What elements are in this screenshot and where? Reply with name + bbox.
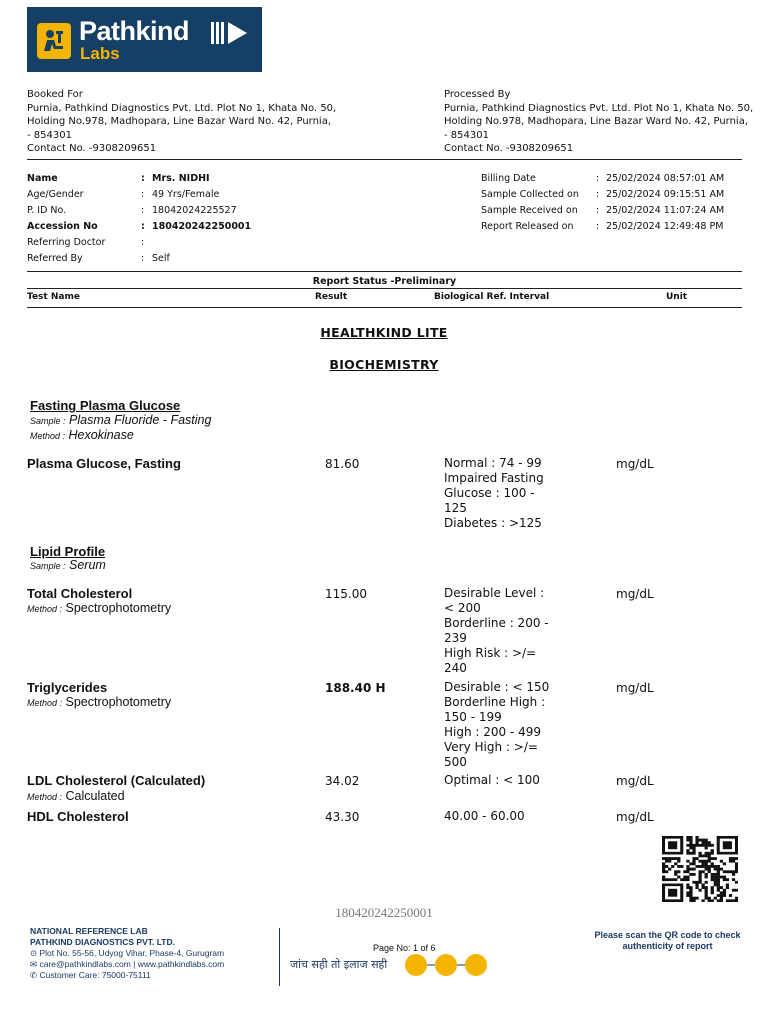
footer-address: Plot No. 55-56, Udyog Vihar, Phase-4, Gurugram <box>39 948 225 958</box>
ref-interval-hdl: 40.00 - 60.00 <box>444 809 525 823</box>
test-name-total-cholesterol: Total Cholesterol <box>27 586 133 601</box>
patient-value: Self <box>152 253 170 264</box>
method-info <box>27 695 171 709</box>
ref-line: Desirable Level : <box>444 586 545 600</box>
separator: : <box>596 205 600 216</box>
test-name-hdl: HDL Cholesterol <box>27 809 129 824</box>
processed-by-line: - 854301 <box>444 129 489 141</box>
footer-lab-name: NATIONAL REFERENCE LAB <box>30 926 148 936</box>
divider <box>27 307 742 308</box>
booked-for-line: Contact No. -9308209651 <box>27 143 157 154</box>
location-pin-icon: ⊙ <box>30 948 38 958</box>
method-label: Method : <box>27 698 63 708</box>
ref-line: Diabetes : >125 <box>444 516 542 530</box>
test-unit-total-cholesterol: mg/dL <box>616 587 654 601</box>
method-value: Spectrophotometry <box>65 695 172 709</box>
ref-line: Desirable : < 150 <box>444 680 550 694</box>
patient-value: 180420242250001 <box>152 221 252 232</box>
patient-value: Mrs. NIDHI <box>152 173 210 184</box>
lab-technician-icon <box>37 23 71 59</box>
footer-lab-info <box>30 926 224 981</box>
ref-interval-ldl: Optimal : < 100 <box>444 773 540 787</box>
footer-contact[interactable]: care@pathkindlabs.com | www.pathkindlabs.com <box>39 959 225 969</box>
test-result-ldl: 34.02 <box>325 774 360 788</box>
separator: : <box>596 189 600 200</box>
booked-for-block <box>27 88 337 156</box>
patient-label: Age/Gender <box>27 189 84 200</box>
logo-bars-arrow-icon <box>211 21 251 45</box>
ref-line: < 200 <box>444 601 481 615</box>
footer-tagline: जांच सही तो इलाज सही <box>290 958 388 971</box>
separator: : <box>141 237 145 248</box>
group-title-fasting-glucose: Fasting Plasma Glucose <box>30 398 181 413</box>
method-info <box>30 428 134 442</box>
test-result-triglycerides: 188.40 H <box>325 681 386 695</box>
processed-by-block <box>444 88 754 156</box>
footer-company: PATHKIND DIAGNOSTICS PVT. LTD. <box>30 937 175 947</box>
logo-brand-name: Pathkind <box>79 16 190 46</box>
accession-barcode-number: 180420242250001 <box>335 905 433 920</box>
date-value: 25/02/2024 12:49:48 PM <box>606 221 724 232</box>
logo-brand-sub: Labs <box>80 44 120 63</box>
booked-for-heading: Booked For <box>27 89 83 100</box>
ref-line: Borderline High : <box>444 695 546 709</box>
patient-value: 18042024225527 <box>152 205 237 216</box>
method-label: Method : <box>27 604 63 614</box>
ref-line: 240 <box>444 661 467 675</box>
test-unit-glucose: mg/dL <box>616 457 654 471</box>
method-value: Hexokinase <box>68 428 134 442</box>
separator: : <box>596 221 600 232</box>
test-unit-triglycerides: mg/dL <box>616 681 654 695</box>
ref-line: 500 <box>444 755 467 769</box>
ref-line: Borderline : 200 - <box>444 616 549 630</box>
separator: : <box>141 189 145 200</box>
department-title: BIOCHEMISTRY <box>329 357 439 372</box>
ref-interval-total-cholesterol <box>444 586 549 676</box>
method-info <box>27 789 125 803</box>
booked-for-line: - 854301 <box>27 129 72 141</box>
sample-info <box>30 413 211 427</box>
column-header-result: Result <box>315 292 348 302</box>
patient-label: Referred By <box>27 253 83 264</box>
ref-interval-glucose <box>444 456 544 531</box>
date-label: Sample Received on <box>481 205 578 216</box>
ref-line: Glucose : 100 - <box>444 486 535 500</box>
patient-label: Accession No <box>27 221 98 232</box>
processed-by-line: Contact No. -9308209651 <box>444 143 574 154</box>
test-unit-hdl: mg/dL <box>616 810 654 824</box>
sample-label: Sample : <box>30 416 66 426</box>
separator: : <box>141 253 145 264</box>
sample-info <box>30 558 106 572</box>
qr-code[interactable] <box>662 836 738 902</box>
date-value: 25/02/2024 08:57:01 AM <box>606 173 725 184</box>
divider <box>27 288 742 289</box>
qr-scan-note: Please scan the QR code to check authenticity of report <box>594 930 741 951</box>
footer-divider <box>279 928 280 986</box>
sample-label: Sample : <box>30 561 66 571</box>
divider <box>27 271 742 272</box>
test-result-hdl: 43.30 <box>325 810 360 824</box>
sample-value: Serum <box>69 558 106 572</box>
column-header-test: Test Name <box>27 292 80 302</box>
column-header-ref: Biological Ref. Interval <box>434 292 550 302</box>
method-value: Spectrophotometry <box>65 601 172 615</box>
sample-value: Plasma Fluoride - Fasting <box>69 413 212 427</box>
ref-line: 150 - 199 <box>444 710 502 724</box>
patient-label: Name <box>27 173 58 184</box>
report-status: Report Status -Preliminary <box>312 276 457 287</box>
test-result-glucose: 81.60 <box>325 457 360 471</box>
date-label: Report Released on <box>481 221 574 232</box>
method-label: Method : <box>27 792 63 802</box>
separator: : <box>141 205 145 216</box>
separator: : <box>141 221 145 232</box>
page-number: Page No: 1 of 6 <box>373 943 436 953</box>
ref-line: 125 <box>444 501 467 515</box>
method-label: Method : <box>30 431 66 441</box>
divider <box>27 159 742 160</box>
patient-value: 49 Yrs/Female <box>152 189 220 200</box>
ref-line: 239 <box>444 631 467 645</box>
group-title-lipid-profile: Lipid Profile <box>30 544 106 559</box>
package-title: HEALTHKIND LITE <box>320 325 448 340</box>
test-unit-ldl: mg/dL <box>616 774 654 788</box>
test-name-glucose: Plasma Glucose, Fasting <box>27 456 181 471</box>
ref-interval-triglycerides <box>444 680 549 770</box>
processed-by-line: Holding No.978, Madhopara, Line Bazar Ward No. 42, Purnia, <box>444 116 749 127</box>
ref-line: High Risk : >/= <box>444 646 537 660</box>
ref-line: Impaired Fasting <box>444 471 544 485</box>
date-label: Sample Collected on <box>481 189 579 200</box>
date-value: 25/02/2024 11:07:24 AM <box>606 205 725 216</box>
booked-for-line: Purnia, Pathkind Diagnostics Pvt. Ltd. Plot No 1, Khata No. 50, <box>27 102 337 114</box>
footer-care: Customer Care: 75000-75111 <box>39 970 151 980</box>
processed-by-heading: Processed By <box>444 89 511 100</box>
date-label: Billing Date <box>481 173 536 184</box>
ref-line: High : 200 - 499 <box>444 725 542 739</box>
separator: : <box>141 173 145 184</box>
email-icon: ✉ <box>30 959 38 969</box>
phone-icon: ✆ <box>30 970 38 980</box>
method-value: Calculated <box>65 789 125 803</box>
ref-line: Normal : 74 - 99 <box>444 456 542 470</box>
footer-contact-row <box>30 959 224 970</box>
ref-line: Very High : >/= <box>444 740 538 754</box>
column-header-unit: Unit <box>666 292 688 302</box>
booked-for-line: Holding No.978, Madhopara, Line Bazar Ward No. 42, Purnia, <box>27 116 332 127</box>
patient-label: Referring Doctor <box>27 237 106 248</box>
footer-address-row <box>30 948 224 959</box>
test-name-ldl: LDL Cholesterol (Calculated) <box>27 773 206 788</box>
footer-care-row <box>30 970 224 981</box>
separator: : <box>596 173 600 184</box>
date-value: 25/02/2024 09:15:51 AM <box>606 189 725 200</box>
processed-by-line: Purnia, Pathkind Diagnostics Pvt. Ltd. Plot No 1, Khata No. 50, <box>444 102 754 114</box>
pathkind-logo <box>27 7 262 72</box>
badge-icons <box>403 952 491 978</box>
method-info <box>27 601 171 615</box>
test-name-triglycerides: Triglycerides <box>27 680 108 695</box>
test-result-total-cholesterol: 115.00 <box>325 587 367 601</box>
patient-label: P. ID No. <box>27 205 67 216</box>
